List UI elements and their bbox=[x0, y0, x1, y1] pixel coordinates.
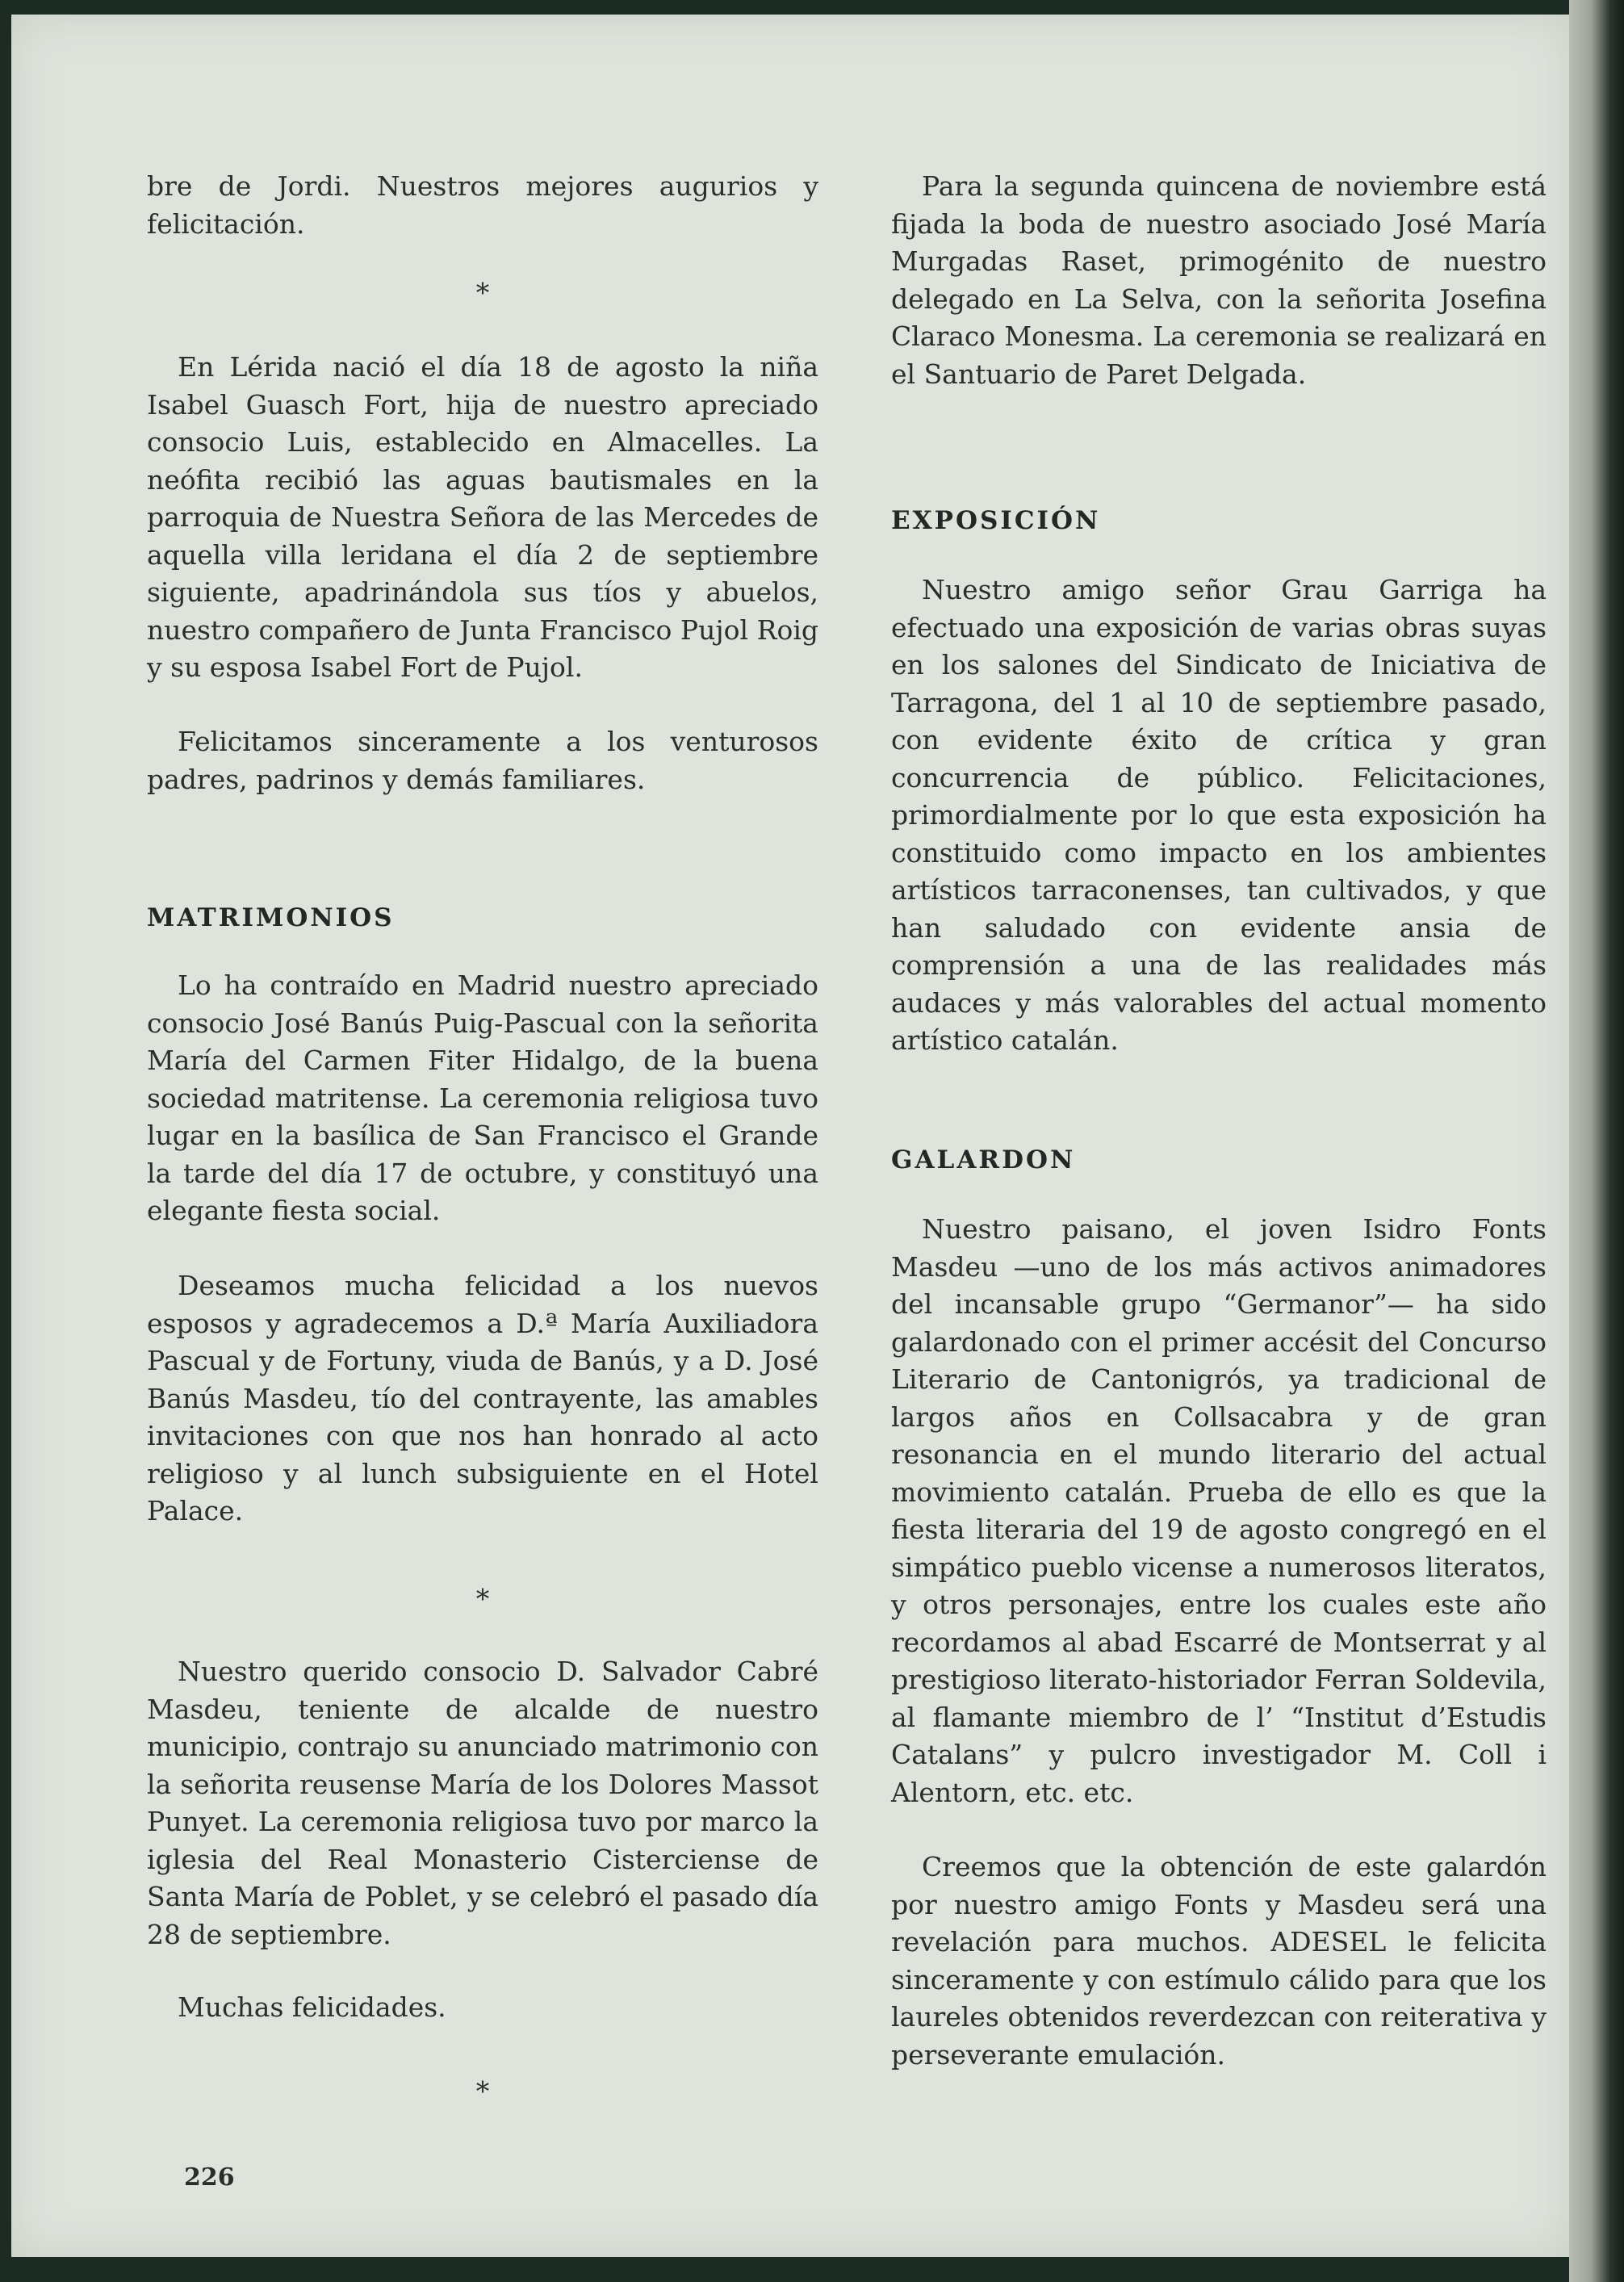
separator-star: * bbox=[475, 1583, 490, 1614]
section-heading-matrimonios: MATRIMONIOS bbox=[147, 903, 395, 932]
paragraph-felicidades: Muchas felicidades. bbox=[178, 1991, 446, 2023]
book-spine-edge bbox=[1569, 0, 1624, 2282]
magazine-page bbox=[11, 15, 1569, 2257]
paragraph-exposicion: Nuestro amigo señor Grau Garriga ha efectuado una exposición de varias obras suyas en los salones del Sindicato de Iniciativa de Tarragona, del 1 al 10 de septiembre pasado, con evidente éxito de crítica y gran concurrencia de público. Felicitaciones, primordialmente por lo que esta exposición ha constituido como impacto en los ambientes artísticos tarraconenses, tan cultivados, y que han saludado con evidente ansia de comprensión a una de las realidades más audaces y más valorables del actual momento artístico catalán. bbox=[891, 574, 1547, 1056]
separator-star: * bbox=[475, 277, 490, 308]
paragraph-wedding-banus: Lo ha contraído en Madrid nuestro apreciado consocio José Banús Puig-Pascual con la señorita María del Carmen Fiter Hidalgo, de la buena sociedad matritense. La ceremonia religiosa tuvo lugar en la basílica de San Francisco el Grande la tarde del día 17 de octubre, y constituyó una elegante fiesta social. bbox=[147, 969, 818, 1226]
paragraph-wedding-murgadas: Para la segunda quincena de noviembre está fijada la boda de nuestro asociado José María Murgadas Raset, primogénito de nuestro delegado en La Selva, con la señorita Josefina Claraco Monesma. La ceremonia se realizará en el Santuario de Paret Delgada. bbox=[891, 170, 1547, 390]
section-heading-galardon: GALARDON bbox=[891, 1145, 1076, 1174]
paragraph-wedding-cabre: Nuestro querido consocio D. Salvador Cabré Masdeu, teniente de alcalde de nuestro municipio, contrajo su anunciado matrimonio con la señorita reusense María de los Dolores Massot Punyet. La ceremonia religiosa tuvo por marco la iglesia del Real Monasterio Cisterciense de Santa María de Poblet, y se celebró el pasado día 28 de septiembre. bbox=[147, 1656, 818, 1950]
paragraph-congratulations: Felicitamos sinceramente a los venturosos padres, padrinos y demás familiares. bbox=[147, 726, 818, 795]
section-heading-exposicion: EXPOSICIÓN bbox=[891, 506, 1101, 535]
paragraph-birth-notice: En Lérida nació el día 18 de agosto la niña Isabel Guasch Fort, hija de nuestro apreciado consocio Luis, establecido en Almacelles. La neófita recibió las aguas bautismales en la parroquia de Nuestra Señora de las Mercedes de aquella villa leridana el día 2 de septiembre siguiente, apadrinándola sus tíos y abuelos, nuestro compañero de Junta Francisco Pujol Roig y su esposa Isabel Fort de Pujol. bbox=[147, 351, 818, 683]
paragraph-continuation: bre de Jordi. Nuestros mejores augurios y felicitación. bbox=[147, 170, 818, 240]
paragraph-wedding-thanks: Deseamos mucha felicidad a los nuevos esposos y agradecemos a D.ª María Auxiliadora Pascual y de Fortuny, viuda de Banús, y a D. José Banús Masdeu, tío del contrayente, las amables invitaciones con que nos han honrado al acto religioso y al lunch subsiguiente en el Hotel Palace. bbox=[147, 1270, 818, 1526]
paragraph-galardon: Nuestro paisano, el joven Isidro Fonts Masdeu —uno de los más activos animadores del incansable grupo “Germanor”— ha sido galardonado con el primer accésit del Concurso Literario de Cantonigrós, ya tradicional de largos años en Collsacabra y de gran resonancia en el mundo literario del actual movimiento catalán. Prueba de ello es que la fiesta literaria del 19 de agosto congregó en el simpático pueblo vicense a numerosos literatos, y otros personajes, entre los cuales este año recordamos al abad Escarré de Montserrat y al prestigioso literato-historiador Ferran Soldevila, al flamante miembro de l’ “Institut d’Estudis Catalans” y pulcro investigador M. Coll i Alentorn, etc. etc. bbox=[891, 1213, 1547, 1808]
separator-star: * bbox=[475, 2075, 490, 2107]
paragraph-galardon-closing: Creemos que la obtención de este galardón por nuestro amigo Fonts y Masdeu será una revelación para muchos. ADESEL le felicita sinceramente y con estímulo cálido para que los laureles obtenidos reverdezcan con reiterativa y perseverante emulación. bbox=[891, 1851, 1547, 2071]
page-number: 226 bbox=[184, 2163, 235, 2192]
